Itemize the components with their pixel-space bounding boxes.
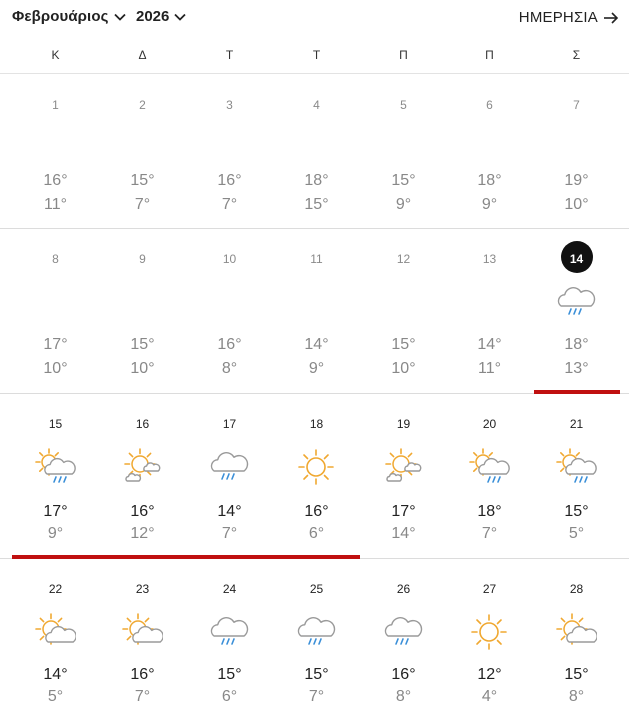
temp-low: 9° — [47, 525, 64, 542]
temp-low: 5° — [47, 688, 64, 705]
temp-low: 14° — [391, 525, 416, 542]
temp-low: 6° — [221, 688, 238, 705]
day-number: 27 — [482, 582, 497, 596]
temp-low: 7° — [134, 196, 151, 213]
weekday-label: Τ — [225, 48, 234, 62]
day-number: 22 — [48, 582, 63, 596]
day-number: 14 — [569, 252, 584, 266]
weekday-label: Κ — [51, 48, 60, 62]
temp-low: 9° — [481, 196, 498, 213]
temp-high: 17° — [43, 336, 68, 353]
temp-low: 9° — [308, 360, 325, 377]
calendar-day-cell[interactable] — [273, 76, 360, 228]
day-number: 1 — [52, 98, 59, 112]
day-number: 28 — [569, 582, 584, 596]
temp-low: 15° — [304, 196, 329, 213]
day-number: 16 — [135, 417, 150, 431]
day-number: 5 — [400, 98, 407, 112]
calendar-day-cell[interactable] — [186, 230, 273, 393]
sun-cloud-rain-icon — [34, 447, 76, 487]
weekday-label: Σ — [572, 48, 581, 62]
calendar-day-cell[interactable] — [446, 76, 533, 228]
month-dropdown[interactable] — [12, 8, 129, 25]
temp-high: 15° — [304, 666, 329, 683]
day-number: 26 — [396, 582, 411, 596]
temp-high: 16° — [217, 336, 242, 353]
sun-icon — [468, 612, 510, 652]
day-number: 6 — [486, 98, 493, 112]
temp-low: 4° — [481, 688, 498, 705]
calendar-day-cell[interactable] — [99, 395, 186, 558]
temp-low: 12° — [130, 525, 155, 542]
temp-low: 11° — [477, 360, 501, 377]
day-number: 8 — [52, 252, 59, 266]
calendar-day-cell[interactable] — [273, 395, 360, 558]
year-label: 2026 — [136, 8, 170, 25]
calendar-day-cell[interactable] — [533, 230, 620, 393]
sun-cloud-rain-icon — [468, 447, 510, 487]
calendar-day-cell[interactable] — [360, 395, 447, 558]
temp-high: 16° — [130, 666, 155, 683]
calendar-day-cell[interactable] — [99, 76, 186, 228]
day-number: 3 — [226, 98, 233, 112]
calendar-day-cell[interactable] — [360, 76, 447, 228]
temp-low: 7° — [134, 688, 151, 705]
calendar-day-cell[interactable] — [446, 560, 533, 720]
day-number: 17 — [222, 417, 237, 431]
temp-low: 10° — [391, 360, 416, 377]
calendar-day-cell[interactable] — [533, 560, 620, 720]
calendar-day-cell[interactable] — [12, 560, 99, 720]
sun-cloud-rain-icon — [555, 447, 597, 487]
temp-low: 10° — [130, 360, 155, 377]
day-number: 9 — [139, 252, 146, 266]
temp-low: 10° — [564, 196, 589, 213]
chevron-down-icon — [173, 10, 187, 24]
calendar-day-cell[interactable] — [186, 395, 273, 558]
temp-high: 14° — [304, 336, 329, 353]
temp-high: 15° — [564, 666, 589, 683]
calendar-week-row — [0, 560, 629, 720]
calendar-day-cell[interactable] — [12, 76, 99, 228]
temp-high: 16° — [43, 172, 68, 189]
temp-low: 6° — [308, 525, 325, 542]
sun-cloud-icon — [555, 612, 597, 652]
day-number: 11 — [310, 252, 323, 266]
temp-high: 18° — [477, 172, 502, 189]
calendar-day-cell[interactable] — [186, 560, 273, 720]
temp-high: 18° — [304, 172, 329, 189]
calendar-day-cell[interactable] — [186, 76, 273, 228]
calendar-week-row — [0, 395, 629, 559]
sun-cloud-icon — [34, 612, 76, 652]
temp-high: 14° — [43, 666, 68, 683]
sun-icon — [295, 447, 337, 487]
temp-high: 16° — [130, 503, 155, 520]
cloud-rain-icon — [382, 612, 424, 652]
calendar-header — [0, 0, 629, 36]
day-number: 10 — [222, 252, 237, 266]
temp-low: 9° — [395, 196, 412, 213]
temp-low: 8° — [395, 688, 412, 705]
temp-high: 15° — [391, 172, 416, 189]
chevron-down-icon — [113, 10, 127, 24]
weekday-label: Π — [399, 48, 408, 62]
temp-low: 11° — [43, 196, 67, 213]
day-number: 12 — [396, 252, 411, 266]
sun-small-clouds-icon — [382, 447, 424, 487]
temp-low: 5° — [568, 525, 585, 542]
day-number: 7 — [573, 98, 580, 112]
weekday-label: Δ — [138, 48, 147, 62]
temp-high: 15° — [564, 503, 589, 520]
day-number: 21 — [569, 417, 584, 431]
calendar-day-cell[interactable] — [273, 230, 360, 393]
day-number: 19 — [396, 417, 411, 431]
day-number: 24 — [222, 582, 237, 596]
temp-high: 17° — [43, 503, 68, 520]
day-number: 25 — [309, 582, 324, 596]
calendar-day-cell[interactable] — [533, 76, 620, 228]
day-number: 4 — [313, 98, 320, 112]
temp-high: 15° — [217, 666, 242, 683]
temp-low: 8° — [568, 688, 585, 705]
temp-high: 15° — [130, 172, 155, 189]
temp-high: 16° — [304, 503, 329, 520]
temp-high: 18° — [564, 336, 589, 353]
daily-view-link[interactable] — [519, 9, 619, 26]
day-number: 2 — [139, 98, 146, 112]
day-number: 20 — [482, 417, 497, 431]
calendar-day-cell[interactable] — [446, 395, 533, 558]
temp-high: 16° — [391, 666, 416, 683]
day-number: 13 — [482, 252, 497, 266]
arrow-right-icon — [603, 11, 619, 25]
temp-high: 12° — [477, 666, 502, 683]
temp-low: 7° — [481, 525, 498, 542]
year-dropdown[interactable] — [136, 8, 189, 25]
month-label: Φεβρουάριος — [12, 8, 109, 25]
temp-low: 7° — [308, 688, 325, 705]
calendar-day-cell[interactable] — [533, 395, 620, 558]
current-week-indicator — [534, 390, 620, 394]
temp-low: 7° — [221, 525, 238, 542]
calendar-day-cell[interactable] — [99, 230, 186, 393]
sun-cloud-icon — [121, 612, 163, 652]
day-number: 23 — [135, 582, 150, 596]
cloud-rain-icon — [208, 447, 250, 487]
calendar-week-row — [0, 76, 629, 229]
temp-high: 15° — [391, 336, 416, 353]
calendar-day-cell[interactable] — [360, 560, 447, 720]
temp-high: 16° — [217, 172, 242, 189]
weekday-header-row — [0, 36, 629, 74]
cloud-rain-icon — [208, 612, 250, 652]
temp-low: 8° — [221, 360, 238, 377]
cloud-rain-icon — [295, 612, 337, 652]
sun-small-clouds-icon — [121, 447, 163, 487]
temp-low: 10° — [43, 360, 68, 377]
calendar-day-cell[interactable] — [12, 230, 99, 393]
calendar-day-cell[interactable] — [12, 395, 99, 558]
forecast-range-indicator — [12, 555, 360, 559]
temp-high: 14° — [477, 336, 502, 353]
temp-low: 7° — [221, 196, 238, 213]
daily-view-label: ΗΜΕΡΗΣΙΑ — [518, 9, 598, 26]
calendar-day-cell[interactable] — [446, 230, 533, 393]
calendar-day-cell[interactable] — [273, 560, 360, 720]
calendar-week-row — [0, 230, 629, 394]
calendar-day-cell[interactable] — [360, 230, 447, 393]
temp-high: 17° — [391, 503, 416, 520]
weekday-label: Τ — [312, 48, 321, 62]
day-number: 18 — [309, 417, 324, 431]
temp-high: 15° — [130, 336, 155, 353]
weekday-label: Π — [485, 48, 494, 62]
temp-high: 19° — [564, 172, 589, 189]
temp-high: 14° — [217, 503, 242, 520]
day-number: 15 — [48, 417, 63, 431]
cloud-rain-icon — [555, 282, 597, 322]
temp-low: 13° — [564, 360, 589, 377]
calendar-day-cell[interactable] — [99, 560, 186, 720]
temp-high: 18° — [477, 503, 502, 520]
